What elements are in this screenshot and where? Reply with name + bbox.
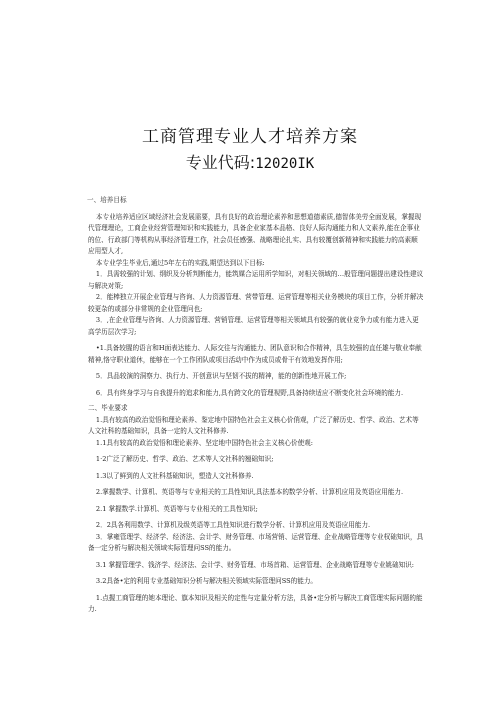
paragraph: 本专业学生毕业后,通过5年左右的实践,期望达到以下目标: (95, 258, 265, 267)
list-item: 3.1 掌握管理学、钱济学、经济法、会计学、财务管理、市场首箱、运营管理、企业战略管理等专业姚础知识: (95, 560, 415, 569)
paragraph: 1.具有较高的政治觉悟和理论素养、鉴定地中国特色社会主义核心价俏观，广泛了解历史、哲学、政治、艺术等人文社科的基础知识，具备一定的人文社科修养. (88, 415, 419, 435)
section-heading-requirements: 二、毕业要求 (88, 404, 128, 412)
list-item: 6．具有终身学习与自我提升的追求和能力,具有跨文化的管理视野,具备持续适应不断变化社会环境的能力. (95, 388, 404, 397)
list-item: •1.具备较腥的语言和H面表达能力、人际交往与沟通能力、团队意识和合作精神，具生较强的直任雄与敬业奉献精神,恪守职业道休，能够在一个工作团队或项目活动中作为成员或骨干有效地发挥作用; (88, 344, 422, 364)
list-item: 3.2具备•定的利用专业基础知识分析与解决相关领域实际管理问SS的能力。 (95, 577, 318, 585)
list-item: 5．具品较演的洞察力、执行力、开创意识与坚韧不拔的精神，能的创新性地开展工作; (95, 372, 347, 380)
list-item: 1．具需较强的计划、纲织及分析判断能力，能筑媒合运用所学知识，对相关领域的…般管理问题提出建设性建议与解决对策; (88, 270, 424, 290)
list-item: 2.1 掌握数学.计算机、英语等与专业相关的工具性知识; (95, 504, 258, 513)
paragraph: 本专业培养适应区域经济社会发展需要，具有良好的政治理论素养和思想道德素质,德智体美劳全面发展，掌握现代管理理论，工商企业经营管理知识和实践能力，具备企业家基本品格、良好人际沟通能力和人文素养,能在企事业的位、行政部门等机构从事经济管理工作，社会员任感强、战略理论扎实、具有较覆创新精神和实践能力的高素顺应用型人才, (88, 212, 422, 255)
document-body (88, 195, 424, 616)
major-code-value: 12020IK (255, 156, 315, 172)
paragraph: 3．掌雍管理学、经济学、经济法、会计学、财务管理、市场营销、运营管理、企业战略管理等专业权础知识，具备一定分析与解决相关领域实际管理问SS的能力。 (88, 532, 424, 552)
paragraph: 1.点握工商管理的她本理论、旗本知识及相关的定性与定量分析方法，具备•定分析与解决工商管理实际问题的能力. (88, 593, 423, 613)
section-heading-goals: 一、培养目标 (87, 196, 127, 204)
paragraph: 2.掌握数学、计算机、英语等与专业相关的工具性知识,具法基本的数学分析、计算机应用及英语应用能力. (95, 488, 404, 496)
list-item: 2．能棒独立开展企业管理与咨询、人力资源管理、营带管理、运营管理等相关业务模块的项目工作，分析并解决较更杂的或部分非常规的企业管理问也; (88, 293, 424, 313)
list-item: 1·2广泛了解历史、哲学、政治、艺术等人文社科的翘础知识; (95, 455, 274, 463)
list-item: 3．,在企业管理与咨询、人力资源管理、营销管理、运营管理等相关领域具有较强的就业竞争力或有能力进入更高学历层次学习; (88, 316, 419, 336)
document-title: 工商管理专业人才培养方案 (142, 127, 358, 147)
major-code (0, 150, 500, 173)
list-item: 1.3以了鲜到的人文社科基础知识，塑造人文社科修养. (95, 471, 254, 480)
major-code-label: 专业代码: (185, 153, 256, 172)
list-item: 1.1具有较高的政治觉悟和理论素养、坚定地中国特色社会主义核心价使观: (95, 438, 314, 447)
list-item: 2．2具各利用数学、计算机及级英语等工具性知识进行数学分析、计算机应用及英语应用能力. (95, 521, 371, 529)
